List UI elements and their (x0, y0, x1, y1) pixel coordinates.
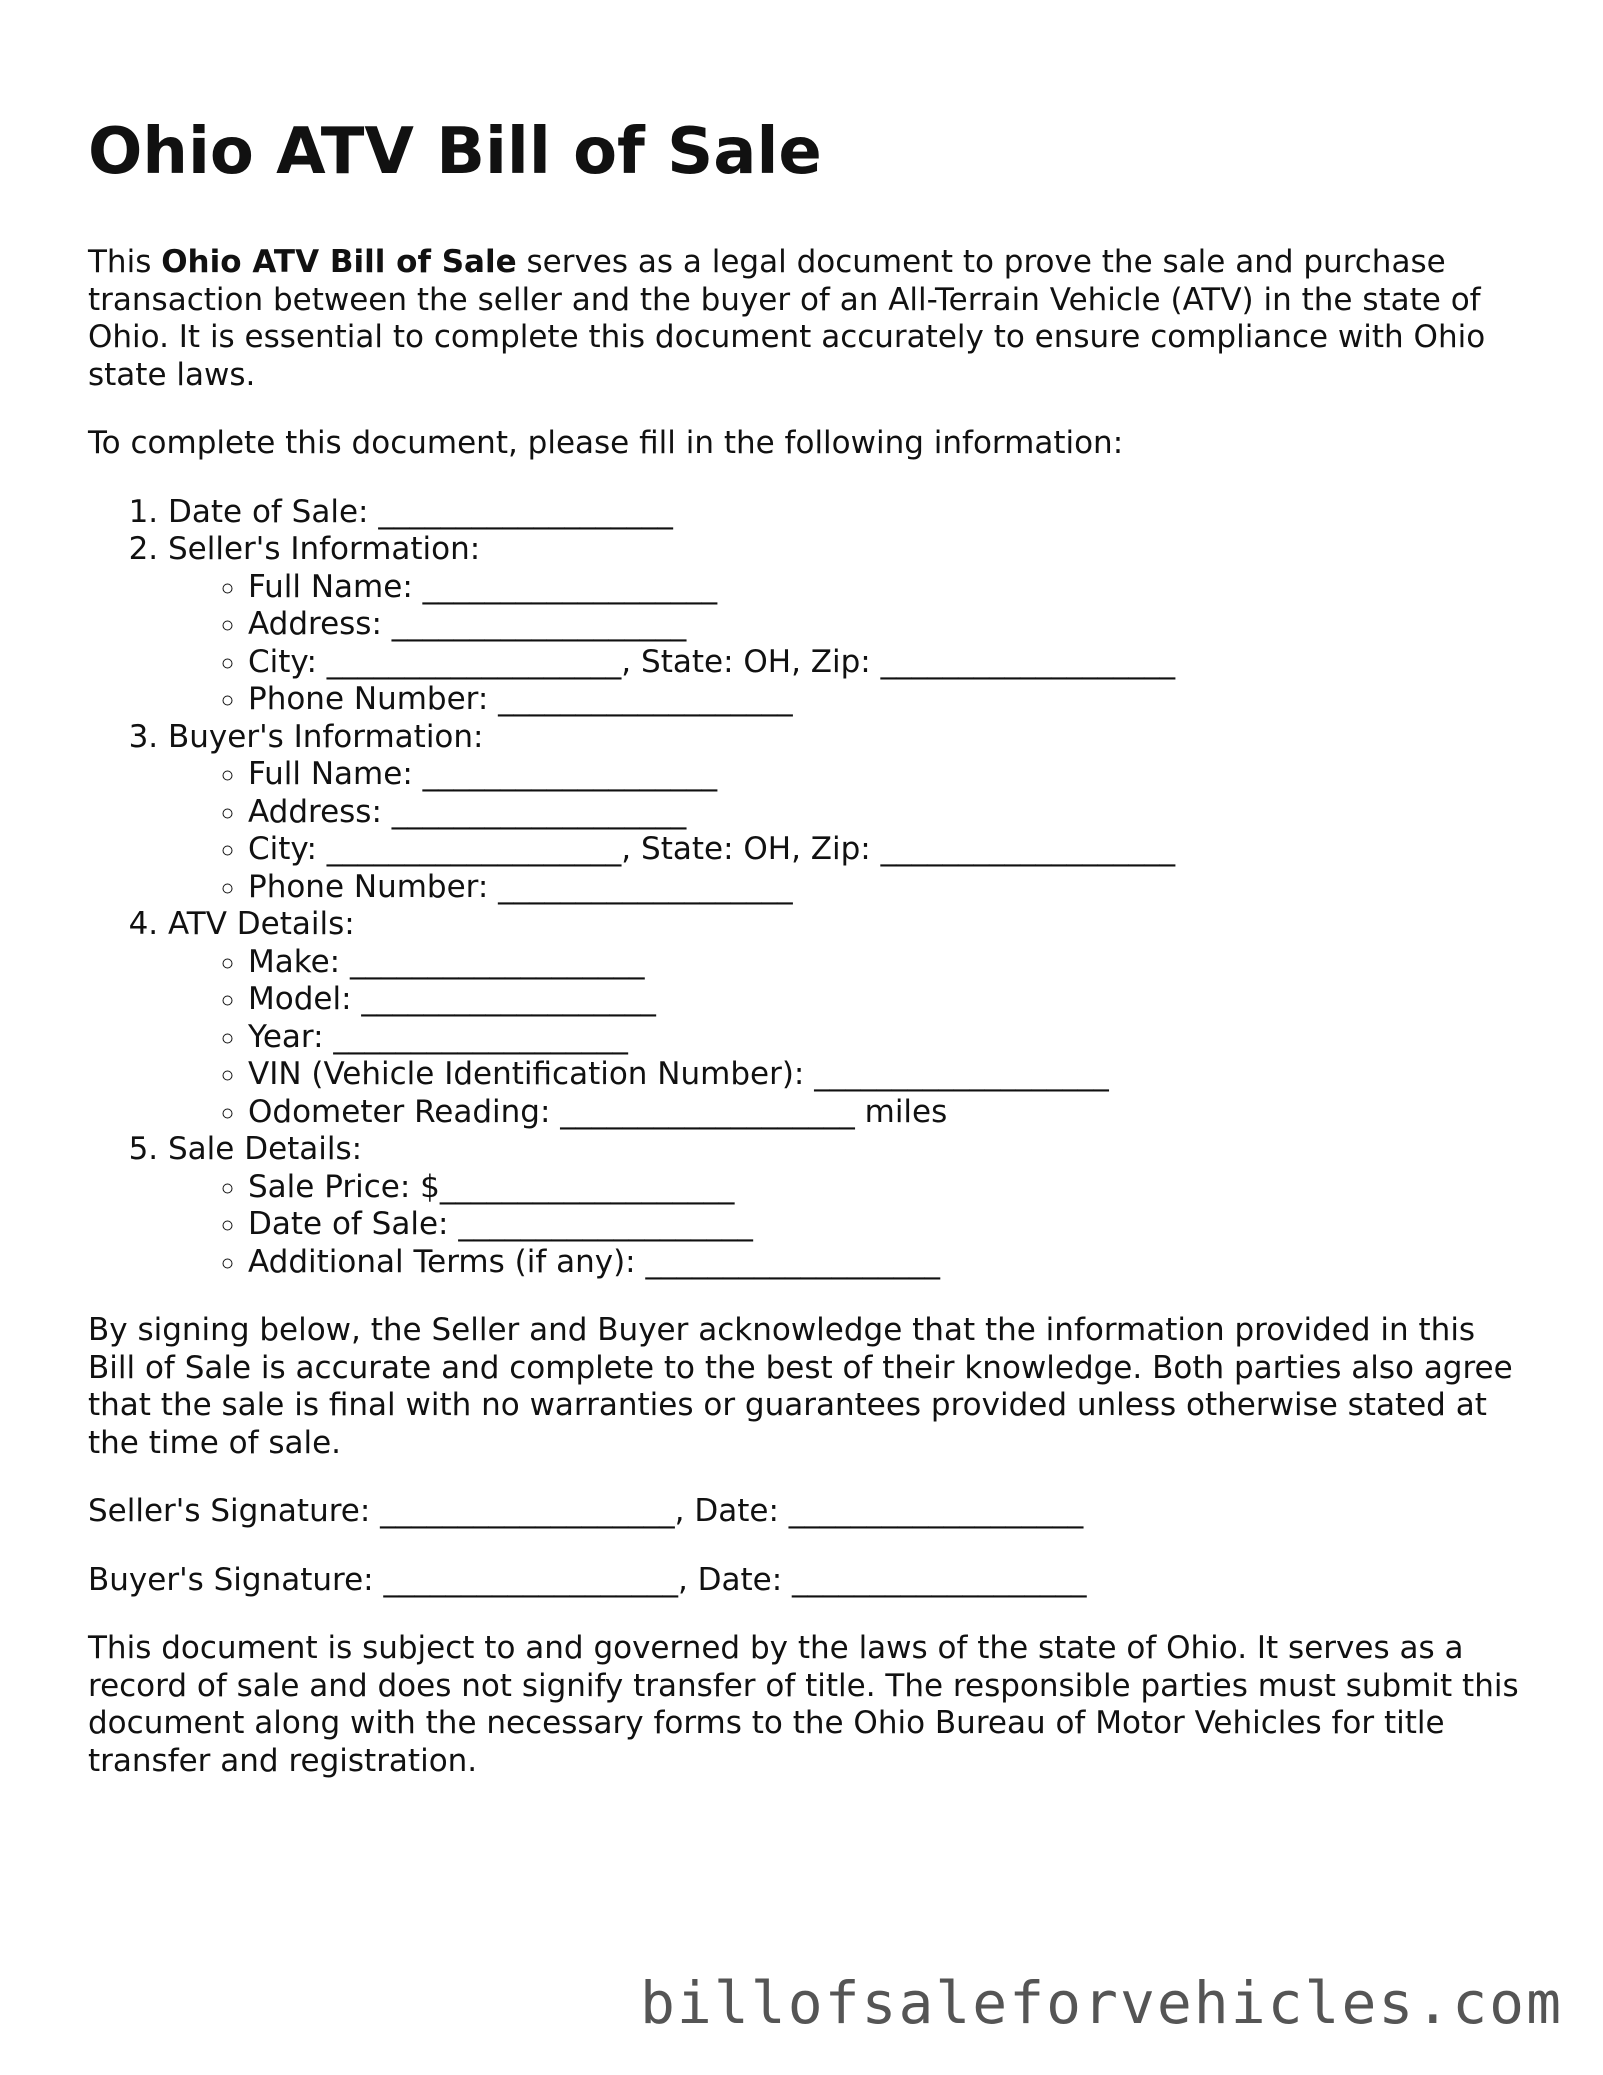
intro-paragraph (88, 244, 1528, 394)
seller-city-field (248, 644, 1528, 682)
sale-price-text: Sale Price: $___________________ (248, 1168, 735, 1205)
buyer-address-text: Address: ___________________ (248, 793, 687, 830)
acknowledgment-paragraph: By signing below, the Seller and Buyer acknowledge that the information provided in this Bill of Sale is accurate and complete to the best of their knowledge. Both parties also agree that the sale is final with no warranties or guarantees provided unless otherwise stated at the time of sale. (88, 1312, 1513, 1461)
sale-date-text: Date of Sale: ___________________ (248, 1206, 753, 1242)
buyer-city-text: City: ___________________, State: OH, Zip: ___________________ (248, 831, 1176, 867)
atv-model-field (248, 981, 1528, 1019)
atv-model-text: Model: ___________________ (248, 981, 656, 1017)
seller-signature-line: Seller's Signature: ___________________, Date: ___________________ (88, 1493, 1084, 1529)
sale-date-field (248, 1206, 1528, 1244)
buyer-info-heading: Buyer's Information: (168, 718, 484, 755)
list-item-seller-info (168, 531, 1528, 719)
atv-odometer-field (248, 1094, 1528, 1132)
document-title: Ohio ATV Bill of Sale (88, 115, 822, 189)
seller-address-field (248, 606, 1528, 644)
list-item-buyer-info (168, 719, 1528, 907)
seller-field-list (168, 569, 1528, 719)
intro-prefix: This (88, 244, 162, 280)
seller-full-name-text: Full Name: ___________________ (248, 568, 718, 605)
buyer-city-field (248, 831, 1528, 869)
atv-vin-text: VIN (Vehicle Identification Number): ___________________ (248, 1056, 1109, 1092)
seller-phone-field (248, 681, 1528, 719)
intro-rest: serves as a legal document to prove the sale and purchase transaction between the seller and the buyer of an All-Terrain Vehicle (ATV) in the state of Ohio. It is essential to complete this document accurately to ensure compliance with Ohio state laws. (88, 244, 1486, 393)
atv-year-field (248, 1019, 1528, 1057)
atv-year-text: Year: ___________________ (248, 1018, 628, 1055)
buyer-address-field (248, 794, 1528, 832)
date-of-sale-field: Date of Sale: ___________________ (168, 493, 673, 530)
sale-field-list (168, 1169, 1528, 1282)
buyer-phone-text: Phone Number: ___________________ (248, 868, 793, 905)
closing-paragraph: This document is subject to and governed by the laws of the state of Ohio. It serves as a record of sale and does not signify transfer of title. The responsible parties must submit this document along with the necessary forms to the Ohio Bureau of Motor Vehicles for title transfer and registration. (88, 1630, 1519, 1779)
atv-odometer-text: Odometer Reading: ___________________ miles (248, 1093, 948, 1130)
atv-make-field (248, 944, 1528, 982)
list-item-date-of-sale (168, 494, 1528, 532)
instruction-text: To complete this document, please fill in the following information: (88, 425, 1124, 461)
intro-bold-title: Ohio ATV Bill of Sale (161, 244, 517, 280)
buyer-full-name-field (248, 756, 1528, 794)
buyer-field-list (168, 756, 1528, 906)
form-field-list (88, 494, 1528, 1282)
atv-vin-field (248, 1056, 1528, 1094)
sale-terms-field (248, 1244, 1528, 1282)
buyer-phone-field (248, 869, 1528, 907)
seller-address-text: Address: ___________________ (248, 606, 687, 642)
buyer-signature-line: Buyer's Signature: ___________________, Date: ___________________ (88, 1561, 1087, 1598)
seller-phone-text: Phone Number: ___________________ (248, 681, 793, 717)
sale-terms-text: Additional Terms (if any): ___________________ (248, 1243, 940, 1280)
sale-price-field (248, 1169, 1528, 1207)
seller-full-name-field (248, 569, 1528, 607)
seller-info-heading: Seller's Information: (168, 531, 481, 567)
list-item-atv-details (168, 906, 1528, 1131)
atv-field-list (168, 944, 1528, 1132)
buyer-full-name-text: Full Name: ___________________ (248, 756, 718, 792)
website-watermark: billofsaleforvehicles.com (640, 1969, 1563, 2037)
document-body (88, 108, 1528, 1811)
atv-make-text: Make: ___________________ (248, 943, 645, 980)
list-item-sale-details (168, 1131, 1528, 1281)
sale-details-heading: Sale Details: (168, 1131, 363, 1167)
seller-city-text: City: ___________________, State: OH, Zip: ___________________ (248, 643, 1176, 680)
atv-details-heading: ATV Details: (168, 906, 355, 942)
